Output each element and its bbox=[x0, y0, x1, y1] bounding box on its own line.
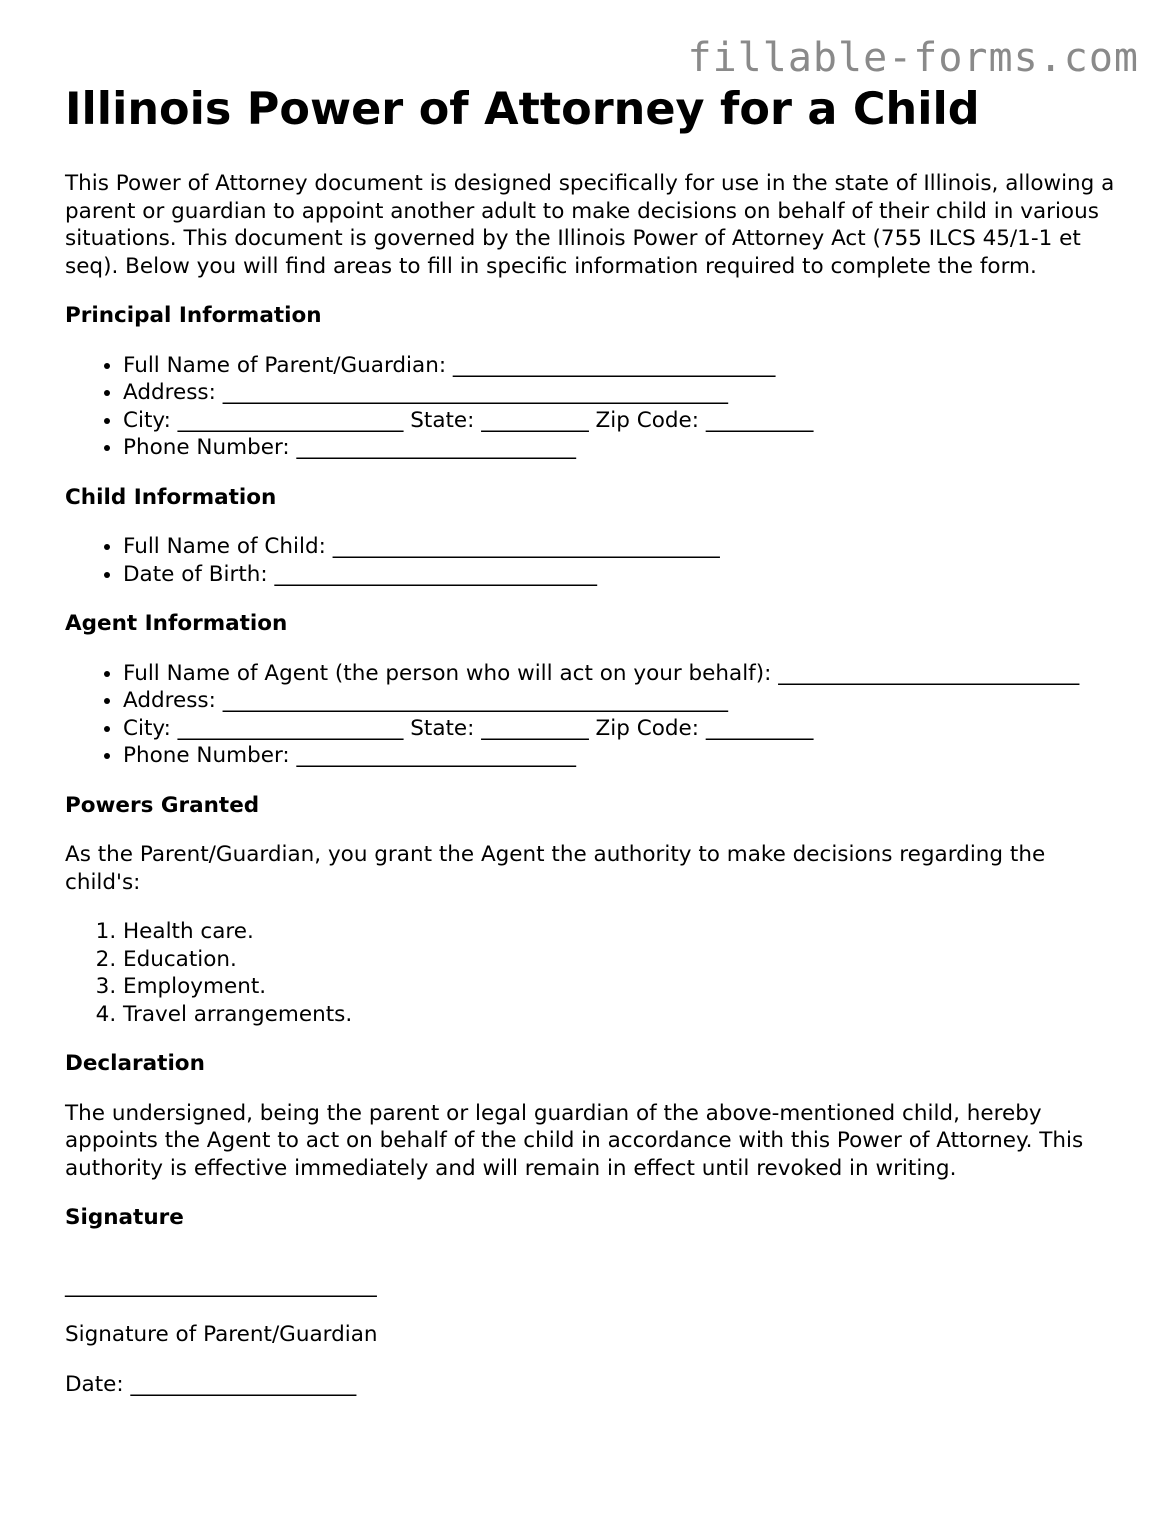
agent-list bbox=[65, 660, 1125, 770]
principal-address-field[interactable]: • Address: _______________________________________________ bbox=[123, 379, 1125, 407]
power-item: 4. Travel arrangements. bbox=[123, 1001, 1125, 1029]
intro-paragraph: This Power of Attorney document is designed specifically for use in the state of Illinois, allowing a parent or guardian to appoint another adult to make decisions on behalf of their child in various situations. This document is governed by the Illinois Power of Attorney Act (755 ILCS 45/1-1 et seq). Below you will find areas to fill in specific information required to complete the form. bbox=[65, 171, 1115, 279]
signature-line-field[interactable]: _____________________________ bbox=[65, 1272, 377, 1298]
principal-list bbox=[65, 352, 1125, 462]
powers-heading: Powers Granted bbox=[65, 792, 260, 818]
power-item: 3. Employment. bbox=[123, 973, 1125, 1001]
agent-city-state-zip-field[interactable]: • City: _____________________ State: __________ Zip Code: __________ bbox=[123, 715, 1125, 743]
powers-list bbox=[65, 918, 1125, 1028]
power-item: 1. Health care. bbox=[123, 918, 1125, 946]
agent-full-name-field[interactable]: • Full Name of Agent (the person who will act on your behalf): ____________________________ bbox=[123, 660, 1125, 688]
principal-phone-field[interactable]: • Phone Number: __________________________ bbox=[123, 434, 1125, 462]
document-page bbox=[65, 80, 1125, 1398]
declaration-heading: Declaration bbox=[65, 1051, 205, 1076]
signature-label: Signature of Parent/Guardian bbox=[65, 1322, 378, 1347]
child-list bbox=[65, 533, 1125, 588]
principal-heading: Principal Information bbox=[65, 303, 322, 328]
watermark: fillable-forms.com bbox=[687, 35, 1139, 81]
page-title: Illinois Power of Attorney for a Child bbox=[65, 84, 980, 135]
agent-address-field[interactable]: • Address: _______________________________________________ bbox=[123, 687, 1125, 715]
signature-heading: Signature bbox=[65, 1205, 184, 1230]
power-item: 2. Education. bbox=[123, 946, 1125, 974]
principal-city-state-zip-field[interactable]: • City: _____________________ State: __________ Zip Code: __________ bbox=[123, 407, 1125, 435]
signature-date-field[interactable]: Date: _____________________ bbox=[65, 1371, 357, 1397]
child-date-of-birth-field[interactable]: • Date of Birth: ______________________________ bbox=[123, 561, 1125, 589]
child-full-name-field[interactable]: • Full Name of Child: ____________________________________ bbox=[123, 533, 1125, 561]
agent-phone-field[interactable]: • Phone Number: __________________________ bbox=[123, 742, 1125, 770]
child-heading: Child Information bbox=[65, 484, 277, 510]
powers-text: As the Parent/Guardian, you grant the Agent the authority to make decisions regarding the child's: bbox=[65, 842, 1046, 895]
declaration-text: The undersigned, being the parent or legal guardian of the above-mentioned child, hereby appoints the Agent to act on behalf of the child in accordance with this Power of Attorney. This authority is effective immediately and will remain in effect until revoked in writing. bbox=[65, 1100, 1084, 1181]
principal-full-name-field[interactable]: • Full Name of Parent/Guardian: ______________________________ bbox=[123, 352, 1125, 380]
agent-heading: Agent Information bbox=[65, 611, 288, 636]
